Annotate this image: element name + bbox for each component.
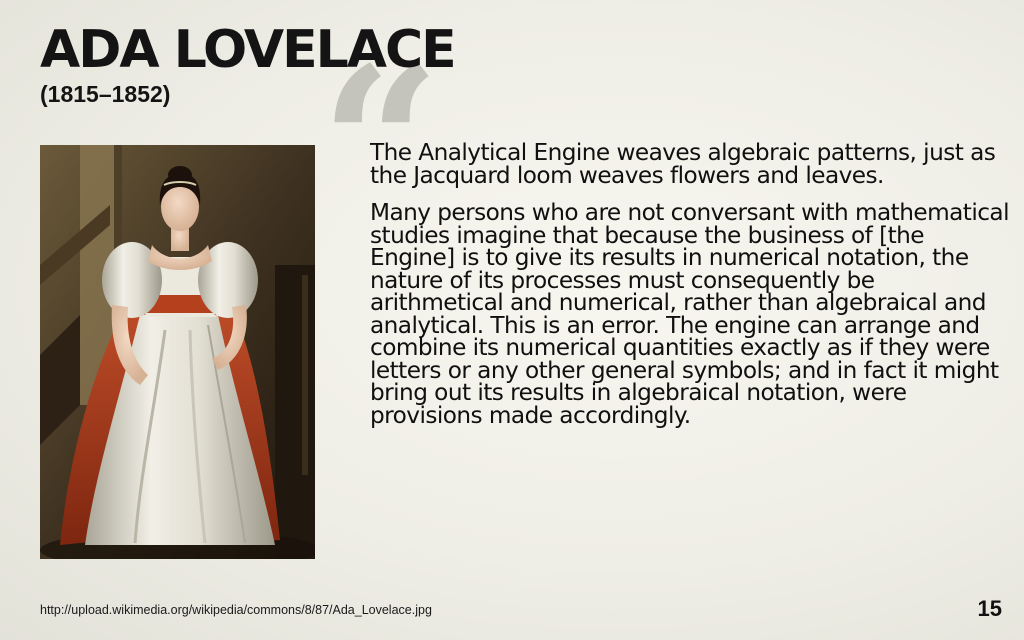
- ada-lovelace-portrait: [40, 145, 315, 559]
- life-dates: (1815–1852): [40, 81, 171, 107]
- slide-number: 15: [977, 596, 1002, 621]
- quote-paragraph-2: Many persons who are not conversant with mathematical studies imagine that because the business of [the Engine] is to give its results in numerical notation, the nature of its processes must consequently be arithmetical and numerical, rather than algebraical and analytical. This is an error. The engine can arrange and combine its numerical quantities exactly as if they were letters or any other general symbols; and in fact it might bring out its results in algebraical notation, were provisions made accordingly.: [370, 199, 1009, 429]
- slide-title: ADA LOVELACE: [40, 20, 455, 80]
- image-source-link[interactable]: http://upload.wikimedia.org/wikipedia/commons/8/87/Ada_Lovelace.jpg: [40, 603, 432, 617]
- quote-mark-icon: “: [320, 21, 441, 268]
- quote-paragraph-1: The Analytical Engine weaves algebraic patterns, just as the Jacquard loom weaves flowers and leaves.: [370, 139, 996, 189]
- quote-block: [370, 139, 1010, 442]
